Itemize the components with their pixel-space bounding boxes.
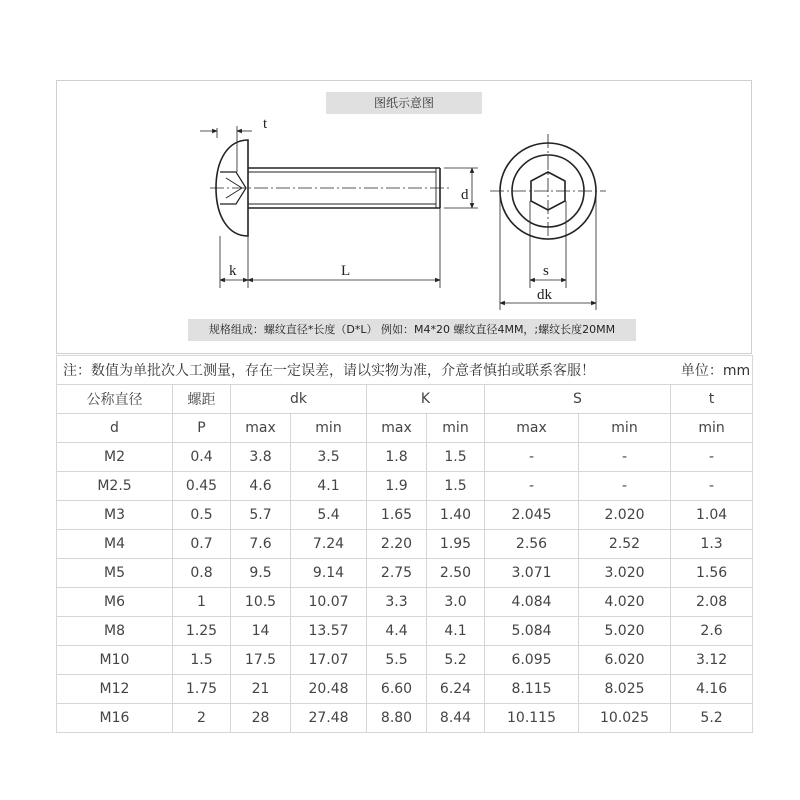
table-cell: 10.07 [291,588,367,617]
table-cell: 1.5 [173,646,231,675]
note-row [57,356,753,385]
unit-label: 单位：mm [680,363,751,379]
table-cell: 7.6 [231,530,291,559]
table-cell: 6.095 [485,646,579,675]
table-cell: 21 [231,675,291,704]
table-cell: 5.7 [231,501,291,530]
table-cell: 3.5 [291,443,367,472]
table-cell: 5.020 [579,617,671,646]
table-row [57,530,753,559]
subheader-k-max: max [367,414,427,443]
label-t: t [263,116,268,132]
table-cell: 1.65 [367,501,427,530]
table-cell: 3.0 [427,588,485,617]
table-cell: 6.020 [579,646,671,675]
label-k: k [229,263,237,279]
table-cell: 3.071 [485,559,579,588]
table-cell: 0.45 [173,472,231,501]
header-row-1 [57,385,753,414]
header-k: K [367,385,485,414]
table-cell: M8 [57,617,173,646]
table-cell: 0.4 [173,443,231,472]
table-cell: 0.8 [173,559,231,588]
table-cell: 17.5 [231,646,291,675]
spec-table [56,355,753,733]
table-cell: 10.5 [231,588,291,617]
table-cell: - [579,472,671,501]
table-cell: 2.08 [671,588,753,617]
table-cell: 8.115 [485,675,579,704]
table-cell: 5.5 [367,646,427,675]
table-cell: - [485,443,579,472]
table-cell: M12 [57,675,173,704]
table-cell: 2 [173,704,231,733]
table-cell: 5.084 [485,617,579,646]
header-dk: dk [231,385,367,414]
table-cell: 3.8 [231,443,291,472]
table-cell: 27.48 [291,704,367,733]
table-cell: M2.5 [57,472,173,501]
drawing-title: 图纸示意图 [326,92,482,114]
table-cell: 0.5 [173,501,231,530]
header-t: t [671,385,753,414]
table-row [57,443,753,472]
table-cell: M6 [57,588,173,617]
subheader-k-min: min [427,414,485,443]
table-cell: 2.045 [485,501,579,530]
table-cell: M5 [57,559,173,588]
label-L: L [341,263,351,279]
table-cell: 1.04 [671,501,753,530]
table-row [57,501,753,530]
label-d: d [461,187,469,203]
table-cell: 13.57 [291,617,367,646]
table-cell: 2.52 [579,530,671,559]
table-cell: 1 [173,588,231,617]
subheader-d: d [57,414,173,443]
table-cell: 4.16 [671,675,753,704]
table-cell: 4.084 [485,588,579,617]
header-row-2 [57,414,753,443]
table-cell: - [671,443,753,472]
table-cell: 20.48 [291,675,367,704]
table-cell: 3.12 [671,646,753,675]
table-cell: 9.5 [231,559,291,588]
table-row [57,646,753,675]
table-cell: M3 [57,501,173,530]
table-cell: 5.2 [671,704,753,733]
table-cell: 2.6 [671,617,753,646]
table-cell: 8.44 [427,704,485,733]
table-cell: 1.5 [427,472,485,501]
table-row [57,675,753,704]
table-cell: 4.1 [291,472,367,501]
table-cell: 2.75 [367,559,427,588]
table-row [57,704,753,733]
table-cell: M2 [57,443,173,472]
table-cell: 6.60 [367,675,427,704]
subheader-dk-min: min [291,414,367,443]
table-cell: 4.1 [427,617,485,646]
table-cell: 1.9 [367,472,427,501]
table-cell: 1.40 [427,501,485,530]
table-cell: 3.3 [367,588,427,617]
table-cell: 3.020 [579,559,671,588]
table-cell: 9.14 [291,559,367,588]
table-cell: 10.025 [579,704,671,733]
table-cell: 17.07 [291,646,367,675]
table-row [57,472,753,501]
label-dk: dk [537,287,552,303]
table-cell: M4 [57,530,173,559]
header-s: S [485,385,671,414]
table-cell: 28 [231,704,291,733]
table-cell: 7.24 [291,530,367,559]
table-cell: 5.4 [291,501,367,530]
spec-caption: 规格组成：螺纹直径*长度（D*L） 例如：M4*20 螺纹直径4MM，;螺纹长度20MM [188,319,636,341]
screw-diagram [0,0,800,360]
table-cell: 2.020 [579,501,671,530]
table-cell: 10.115 [485,704,579,733]
subheader-s-min: min [579,414,671,443]
subheader-p: P [173,414,231,443]
table-cell: 1.95 [427,530,485,559]
table-cell: - [485,472,579,501]
table-row [57,617,753,646]
table-cell: M16 [57,704,173,733]
table-cell: 8.025 [579,675,671,704]
table-cell: - [579,443,671,472]
header-nominal-diameter: 公称直径 [57,385,173,414]
table-cell: 4.020 [579,588,671,617]
label-s: s [543,263,549,279]
table-cell: 5.2 [427,646,485,675]
table-cell: 6.24 [427,675,485,704]
table-cell: 1.8 [367,443,427,472]
end-dimensions [490,134,606,310]
table-cell: - [671,472,753,501]
subheader-dk-max: max [231,414,291,443]
table-cell: 4.6 [231,472,291,501]
table-cell: 2.56 [485,530,579,559]
table-cell: M10 [57,646,173,675]
table-cell: 1.56 [671,559,753,588]
table-cell: 1.3 [671,530,753,559]
header-pitch: 螺距 [173,385,231,414]
table-cell: 2.50 [427,559,485,588]
table-cell: 8.80 [367,704,427,733]
table-row [57,588,753,617]
table-cell: 4.4 [367,617,427,646]
subheader-t-min: min [671,414,753,443]
table-cell: 14 [231,617,291,646]
table-cell: 1.25 [173,617,231,646]
subheader-s-max: max [485,414,579,443]
measurement-note: 注：数值为单批次人工测量，存在一定误差，请以实物为准，介意者慎拍或联系客服！ [63,363,595,379]
table-cell: 1.75 [173,675,231,704]
table-row [57,559,753,588]
table-cell: 2.20 [367,530,427,559]
table-cell: 0.7 [173,530,231,559]
table-cell: 1.5 [427,443,485,472]
